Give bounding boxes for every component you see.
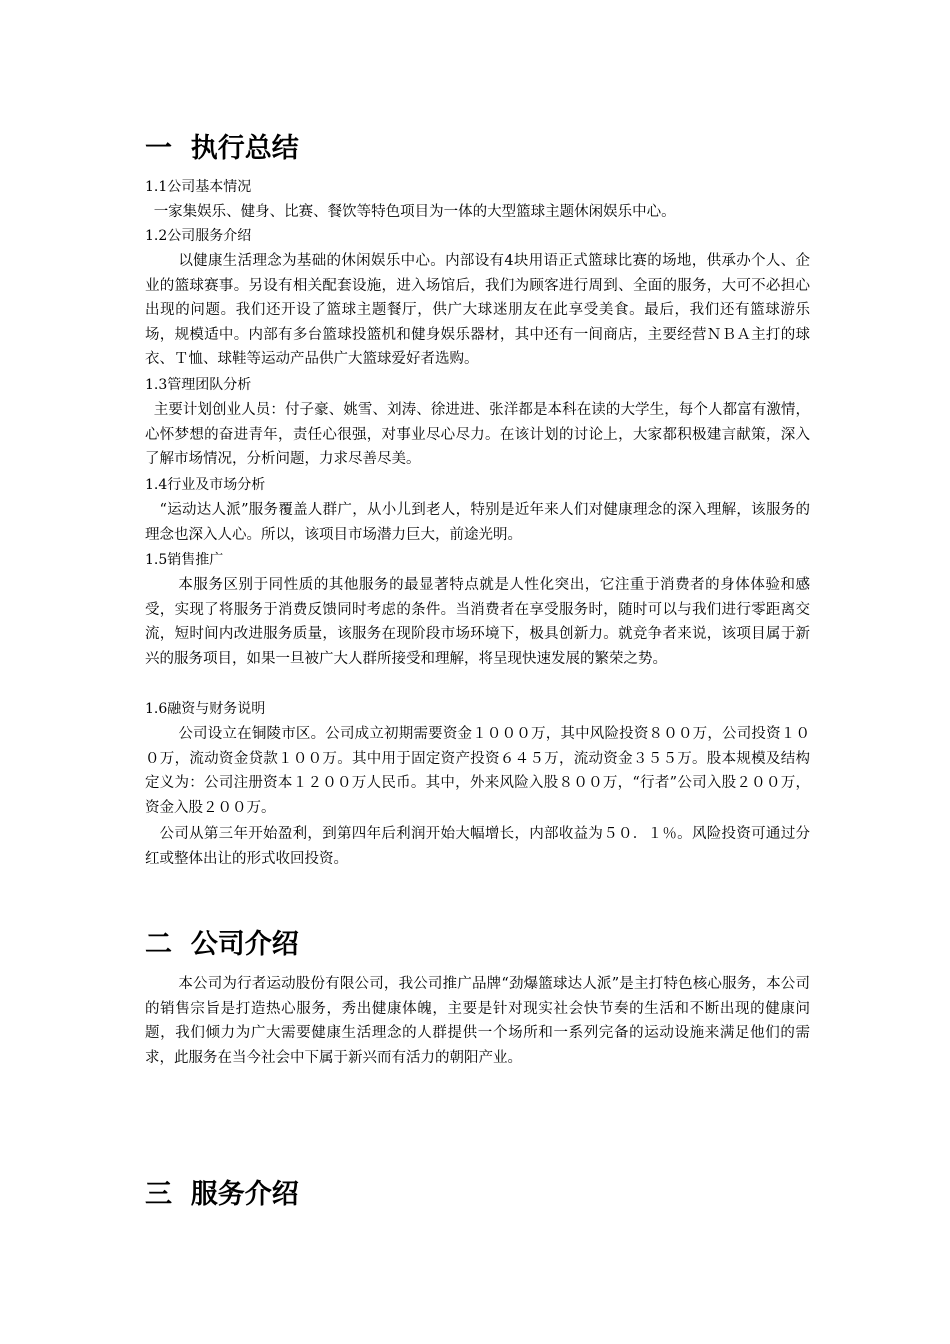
paragraph-market-analysis: “运动达人派”服务覆盖人群广，从小儿到老人，特别是近年来人们对健康理念的深入理解，该服务的理念也深入人心。所以，该项目市场潜力巨大，前途光明。 (145, 502, 810, 543)
subsection-heading-market-analysis: 1.4行业及市场分析 (145, 477, 266, 493)
subsection-heading-financing: 1.6融资与财务说明 (145, 701, 266, 717)
paragraph-company-basics: 一家集娱乐、健身、比赛、餐饮等特色项目为一体的大型篮球主题休闲娱乐中心。 (153, 204, 676, 220)
subsection-heading-service-intro: 1.2公司服务介绍 (145, 228, 252, 244)
paragraph-profitability: 公司从第三年开始盈利，到第四年后利润开始大幅增长，内部收益为５０．１％。风险投资可通过分红或整体出让的形式收回投资。 (145, 826, 810, 867)
subsection-heading-management-team: 1.3管理团队分析 (145, 377, 252, 393)
paragraph-financing: 公司设立在铜陵市区。公司成立初期需要资金１０００万，其中风险投资８００万，公司投资１００万，流动资金贷款１００万。其中用于固定资产投资６４５万，流动资金３５５万。股本规模及结构定义为：公司注册资本１２００万人民币。其中，外来风险入股８００万，“行者”公司入股２００万，资金入股２００万。 (145, 726, 810, 816)
paragraph-service-intro: 以健康生活理念为基础的休闲娱乐中心。内部设有4块用语正式篮球比赛的场地，供承办个人、企业的篮球赛事。另设有相关配套设施，进入场馆后，我们为顾客进行周到、全面的服务，大可不必担心出现的问题。我们还开设了篮球主题餐厅，供广大球迷朋友在此享受美食。最后，我们还有篮球游乐场，规模适中。内部有多台篮球投篮机和健身娱乐器材，其中还有一间商店，主要经营ＮＢＡ主打的球衣、Ｔ恤、球鞋等运动产品供广大篮球爱好者选购。 (145, 253, 810, 367)
section-title-executive-summary: 一 执行总结 (145, 133, 299, 164)
section-title-service-intro: 三 服务介绍 (145, 1179, 299, 1210)
subsection-heading-company-basics: 1.1公司基本情况 (145, 179, 252, 195)
subsection-heading-sales-promotion: 1.5销售推广 (145, 552, 224, 568)
paragraph-sales-promotion: 本服务区别于同性质的其他服务的最显著特点就是人性化突出，它注重于消费者的身体体验和感受，实现了将服务于消费反馈同时考虑的条件。当消费者在享受服务时，随时可以与我们进行零距离交流，短时间内改进服务质量，该服务在现阶段市场环境下，极具创新力。就竞争者来说，该项目属于新兴的服务项目，如果一旦被广大人群所接受和理解，将呈现快速发展的繁荣之势。 (145, 577, 810, 667)
paragraph-company-intro: 本公司为行者运动股份有限公司，我公司推广品牌“劲爆篮球达人派”是主打特色核心服务，本公司的销售宗旨是打造热心服务，秀出健康体魄，主要是针对现实社会快节奏的生活和不断出现的健康问题，我们倾力为广大需要健康生活理念的人群提供一个场所和一系列完备的运动设施来满足他们的需求，此服务在当今社会中下属于新兴而有活力的朝阳产业。 (145, 976, 810, 1066)
paragraph-management-team: 主要计划创业人员：付子豪、姚雪、刘涛、徐进进、张洋都是本科在读的大学生，每个人都富有激情，心怀梦想的奋进青年，责任心很强，对事业尽心尽力。在该计划的讨论上，大家都积极建言献策，深入了解市场情况，分析问题，力求尽善尽美。 (145, 402, 810, 467)
section-title-company-intro: 二 公司介绍 (145, 929, 299, 960)
